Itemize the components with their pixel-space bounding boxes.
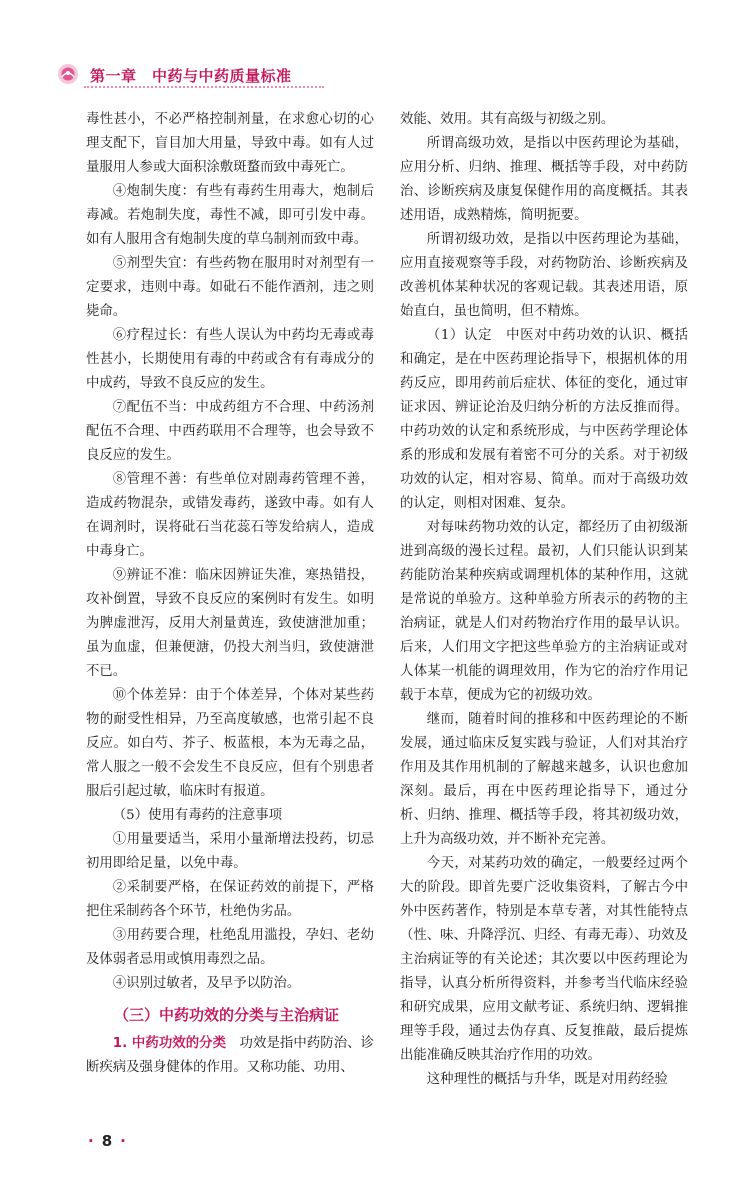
section-heading: （三）中药功效的分类与主治病证 bbox=[114, 1006, 340, 1024]
header-divider bbox=[84, 86, 324, 88]
paragraph: 今天，对某药功效的确定，一般要经过两个大的阶段。即首先要广泛收集资料，了解古今中外中医药著作，特别是本草专著，对其性能特点（性、味、升降浮沉、归经、有毒无毒）、功效及主治病证等的有关论述；其次要以中医药理论为指导，认真分析所得资料，并参考当代临床经验和研究成果，应用文献考证、系统归纳、逻辑推理等手段，通过去伪存真、反复推敲，最后提炼出能准确反映其治疗作用的功效。 bbox=[400, 856, 688, 1063]
chapter-title: 第一章 中药与中药质量标准 bbox=[90, 67, 292, 85]
sub-heading: 1. 中药功效的分类 bbox=[112, 1036, 227, 1051]
page-footer bbox=[80, 1132, 134, 1150]
paragraph: ⑦配伍不当：中成药组方不合理、中药汤剂配伍不合理、中西药联用不合理等，也会导致不良反应的发生。 bbox=[86, 400, 374, 463]
paragraph: ①用量要适当，采用小量渐增法投药，切忌初用即给足量，以免中毒。 bbox=[86, 832, 374, 871]
paragraph: ⑩个体差异：由于个体差异，个体对某些药物的耐受性相异，乃至高度敏感，也常引起不良反应。如白芍、芥子、板蓝根，本为无毒之品，常人服之一般不会发生不良反应，但有个别患者服后引起过敏，临床时有报道。 bbox=[86, 688, 374, 799]
left-column bbox=[86, 108, 374, 1080]
paragraph: ⑤剂型失宜：有些药物在服用时对剂型有一定要求，违则中毒。如砒石不能作酒剂，违之则毙命。 bbox=[86, 256, 374, 319]
paragraph: 毒性甚小，不必严格控制剂量，在求愈心切的心理支配下，盲目加大用量，导致中毒。如有人过量服用人参或大面积涂敷斑蝥而致中毒死亡。 bbox=[86, 112, 374, 175]
footer-dot-right: · bbox=[120, 1132, 126, 1150]
paragraph-text: 功效是指中药防治、诊断疾病及强身健体的作用。又称功能、功用、 bbox=[86, 1036, 374, 1075]
paragraph: ⑨辨证不准：临床因辨证失准，寒热错投，攻补倒置，导致不良反应的案例时有发生。如明为脾虚泄泻，反用大剂量黄连，致使溏泄加重；虽为血虚，但兼便溏，仍投大剂当归，致使溏泄不已。 bbox=[86, 568, 374, 679]
paragraph bbox=[86, 1032, 374, 1080]
paragraph: 所谓高级功效，是指以中医药理论为基础，应用分析、归纳、推理、概括等手段，对中药防治、诊断疾病及康复保健作用的高度概括。其表述用语，成熟精炼，简明扼要。 bbox=[400, 136, 688, 223]
page-number: 8 bbox=[101, 1132, 113, 1150]
footer-dot-left: · bbox=[88, 1132, 94, 1150]
paragraph: ⑧管理不善：有些单位对剧毒药管理不善，造成药物混杂，或错发毒药，遂致中毒。如有人在调剂时，误将砒石当花蕊石等发给病人，造成中毒身亡。 bbox=[86, 472, 374, 559]
paragraph: 对每味药物功效的认定，都经历了由初级渐进到高级的漫长过程。最初，人们只能认识到某药能防治某种疾病或调理机体的某种作用，这就是常说的单验方。这种单验方所表示的药物的主治病证，就是人们对药物治疗作用的最早认识。后来，人们用文字把这些单验方的主治病证或对人体某一机能的调理效用，作为它的治疗作用记载于本草，便成为它的初级功效。 bbox=[400, 520, 688, 703]
paragraph: 继而，随着时间的推移和中医药理论的不断发展，通过临床反复实践与验证，人们对其治疗作用及其作用机制的了解越来越多，认识也愈加深刻。最后，再在中医药理论指导下，通过分析、归纳、推理、概括等手段，将其初级功效，上升为高级功效，并不断补充完善。 bbox=[400, 712, 688, 847]
paragraph: 所谓初级功效，是指以中医药理论为基础，应用直接观察等手段，对药物防治、诊断疾病及改善机体某种状况的客观记载。其表述用语，原始直白，虽也简明，但不精炼。 bbox=[400, 232, 688, 319]
paragraph: 这种理性的概括与升华，既是对用药经验 bbox=[426, 1072, 668, 1087]
paragraph: ②采制要严格，在保证药效的前提下，严格把住采制药各个环节，杜绝伪劣品。 bbox=[86, 880, 374, 919]
book-logo-icon bbox=[56, 62, 80, 86]
paragraph: 效能、效用。其有高级与初级之别。 bbox=[400, 112, 615, 127]
paragraph: （5）使用有毒药的注意事项 bbox=[112, 808, 283, 823]
paragraph: ⑥疗程过长：有些人误认为中药均无毒或毒性甚小，长期使用有毒的中药或含有有毒成分的中成药，导致不良反应的发生。 bbox=[86, 328, 374, 391]
paragraph: ④识别过敏者，及早予以防治。 bbox=[112, 976, 301, 991]
page-header bbox=[56, 62, 696, 88]
right-column bbox=[400, 108, 688, 1092]
paragraph: ④炮制失度：有些有毒药生用毒大，炮制后毒减。若炮制失度，毒性不减，即可引发中毒。如有人服用含有炮制失度的草乌制剂而致中毒。 bbox=[86, 184, 374, 247]
paragraph: ③用药要合理，杜绝乱用滥投，孕妇、老幼及体弱者忌用或慎用毒烈之品。 bbox=[86, 928, 374, 967]
paragraph: （1）认定 中医对中药功效的认识、概括和确定，是在中医药理论指导下，根据机体的用药反应，即用药前后症状、体征的变化，通过审证求因、辨证论治及归纳分析的方法反推而得。中药功效的认定和系统形成，与中医药学理论体系的形成和发展有着密不可分的关系。对于初级功效的认定，相对容易、简单。而对于高级功效的认定，则相对困难、复杂。 bbox=[400, 328, 688, 511]
